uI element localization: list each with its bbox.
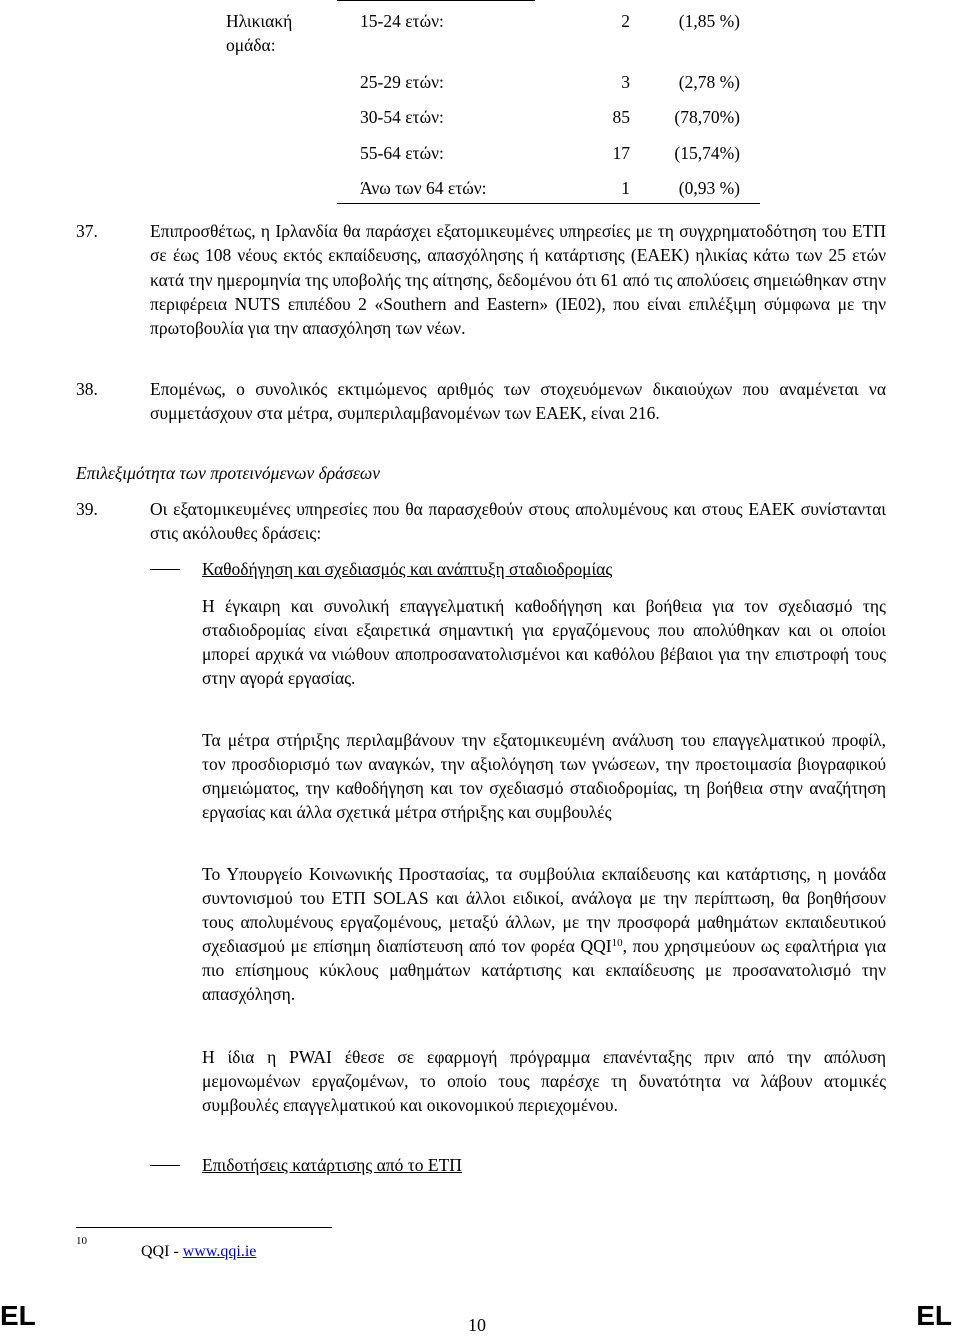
age-percent: (78,70%) <box>674 107 740 127</box>
paragraph-38: Επομένως, ο συνολικός εκτιμώμενος αριθμός των στοχευόμενων δικαιούχων που αναμένεται να συμμετάσχουν στα μέτρα, συμπεριλαμβανομένων των ΕΑΕΚ, είναι 216. <box>150 379 886 423</box>
footer-language-left: EL <box>0 1300 36 1331</box>
footnote-ref[interactable]: 10 <box>611 937 623 949</box>
age-row <box>360 9 740 33</box>
paragraph-number: 39. <box>76 499 98 519</box>
dash-marker <box>150 1165 180 1166</box>
age-percent: (15,74%) <box>674 143 740 163</box>
footnote-label: QQI - <box>141 1243 183 1260</box>
footer-language-right: EL <box>916 1300 952 1331</box>
age-group: 15-24 ετών: <box>360 11 444 31</box>
age-group: 25-29 ετών: <box>360 72 444 92</box>
age-row <box>360 70 740 94</box>
age-percent: (1,85 %) <box>678 11 740 31</box>
age-count: 17 <box>612 143 630 163</box>
bullet-heading: Επιδοτήσεις κατάρτισης από το ΕΤΠ <box>202 1155 462 1175</box>
paragraph-39: Οι εξατομικευμένες υπηρεσίες που θα παρασχεθούν στους απολυμένους και στους ΕΑΕΚ συνίστανται στις ακόλουθες δράσεις: <box>150 499 886 543</box>
age-group: 30-54 ετών: <box>360 107 444 127</box>
sub-paragraph: Τα μέτρα στήριξης περιλαμβάνουν την εξατομικευμένη ανάλυση του επαγγελματικού προφίλ, τον προσδιορισμό των αναγκών, την αξιολόγηση των γνώσεων, την προετοιμασία βιογραφικού σημειώματος, την καθοδήγηση και τον σχεδιασμό σταδιοδρομίας, τη βοήθεια στην αναζήτηση εργασίας και άλλα σχετικά μέτρα στήριξης και συμβουλές <box>202 730 886 822</box>
table-top-rule <box>337 0 535 1</box>
age-count: 1 <box>621 178 630 198</box>
paragraph-37: Επιπροσθέτως, η Ιρλανδία θα παράσχει εξατομικευμένες υπηρεσίες με τη συγχρηματοδότηση του ΕΤΠ σε έως 108 νέους εκτός εκπαίδευσης, απασχόλησης ή κατάρτισης (ΕΑΕΚ) ηλικίας κάτω των 25 ετών κατά την ημερομηνία της υποβολής της αίτησης, δεδομένου ότι 61 από τις απολύσεις σημειώθηκαν στην περιφέρεια NUTS επιπέδου 2 «Southern and Eastern» (IE02), που είναι επιλέξιμη σύμφωνα με την πρωτοβουλία για την απασχόληση των νέων. <box>150 221 886 339</box>
paragraph-number: 37. <box>76 221 98 241</box>
section-heading: Επιλεξιμότητα των προτεινόμενων δράσεων <box>76 463 380 483</box>
table-bottom-rule <box>337 203 760 204</box>
sub-paragraph: Η ίδια η PWAI έθεσε σε εφαρμογή πρόγραμμα επανένταξης πριν από την απόλυση μεμονωμένων εργαζομένων, το οποίο τους παρέσχε τη δυνατότητα να λάβουν ατομικές συμβουλές επαγγελματικού και οικονομικού περιεχομένου. <box>202 1047 886 1115</box>
footnote-text <box>141 1240 256 1264</box>
age-count: 85 <box>612 107 630 127</box>
sub-paragraph-text: Το Υπουργείο Κοινωνικής Προστασίας, τα συμβούλια εκπαίδευσης και κατάρτισης, η μονάδα συντονισμού του ΕΤΠ SOLAS και άλλοι ειδικοί, ανάλογα με την περίπτωση, θα βοηθήσουν τους απολυμένους εργαζομένους, μεταξύ άλλων, με την προσφορά μαθημάτων εκπαιδευτικού σχεδιασμού με επίσημη διαπίστευση από τον φορέα QQI <box>202 864 886 956</box>
age-group-label: Ηλικιακή ομάδα: <box>226 11 293 55</box>
age-percent: (0,93 %) <box>678 178 740 198</box>
paragraph-number: 38. <box>76 379 98 399</box>
age-row <box>360 105 740 129</box>
bullet-heading: Καθοδήγηση και σχεδιασμός και ανάπτυξη σταδιοδρομίας <box>202 559 613 579</box>
sub-paragraph-text: , που χρησιμεύουν ως εφαλτήρια για πιο επίσημους κύκλους μαθημάτων κατάρτισης και εκπαίδευσης με προσανατολισμό την απασχόληση. <box>202 936 886 1004</box>
age-count: 3 <box>621 72 630 92</box>
sub-paragraph <box>202 862 886 1006</box>
footnote-rule <box>76 1227 332 1228</box>
sub-paragraph: Η έγκαιρη και συνολική επαγγελματική καθοδήγηση και βοήθεια για τον σχεδιασμό της σταδιοδρομίας είναι εξαιρετικά σημαντική για εργαζόμενους που απολύθηκαν και οι οποίοι μπορεί αρχικά να νιώθουν αποπροσανατολισμένοι και καθόλου βέβαιοι για την επιστροφή τους στην αγορά εργασίας. <box>202 596 886 688</box>
dash-marker <box>150 569 180 570</box>
age-count: 2 <box>621 11 630 31</box>
age-group: Άνω των 64 ετών: <box>360 178 487 198</box>
footnote-number: 10 <box>76 1235 87 1247</box>
age-row <box>360 141 740 165</box>
age-percent: (2,78 %) <box>678 72 740 92</box>
age-group: 55-64 ετών: <box>360 143 444 163</box>
page-number: 10 <box>468 1315 486 1335</box>
age-row <box>360 176 740 200</box>
footnote-link[interactable]: www.qqi.ie <box>182 1243 257 1260</box>
